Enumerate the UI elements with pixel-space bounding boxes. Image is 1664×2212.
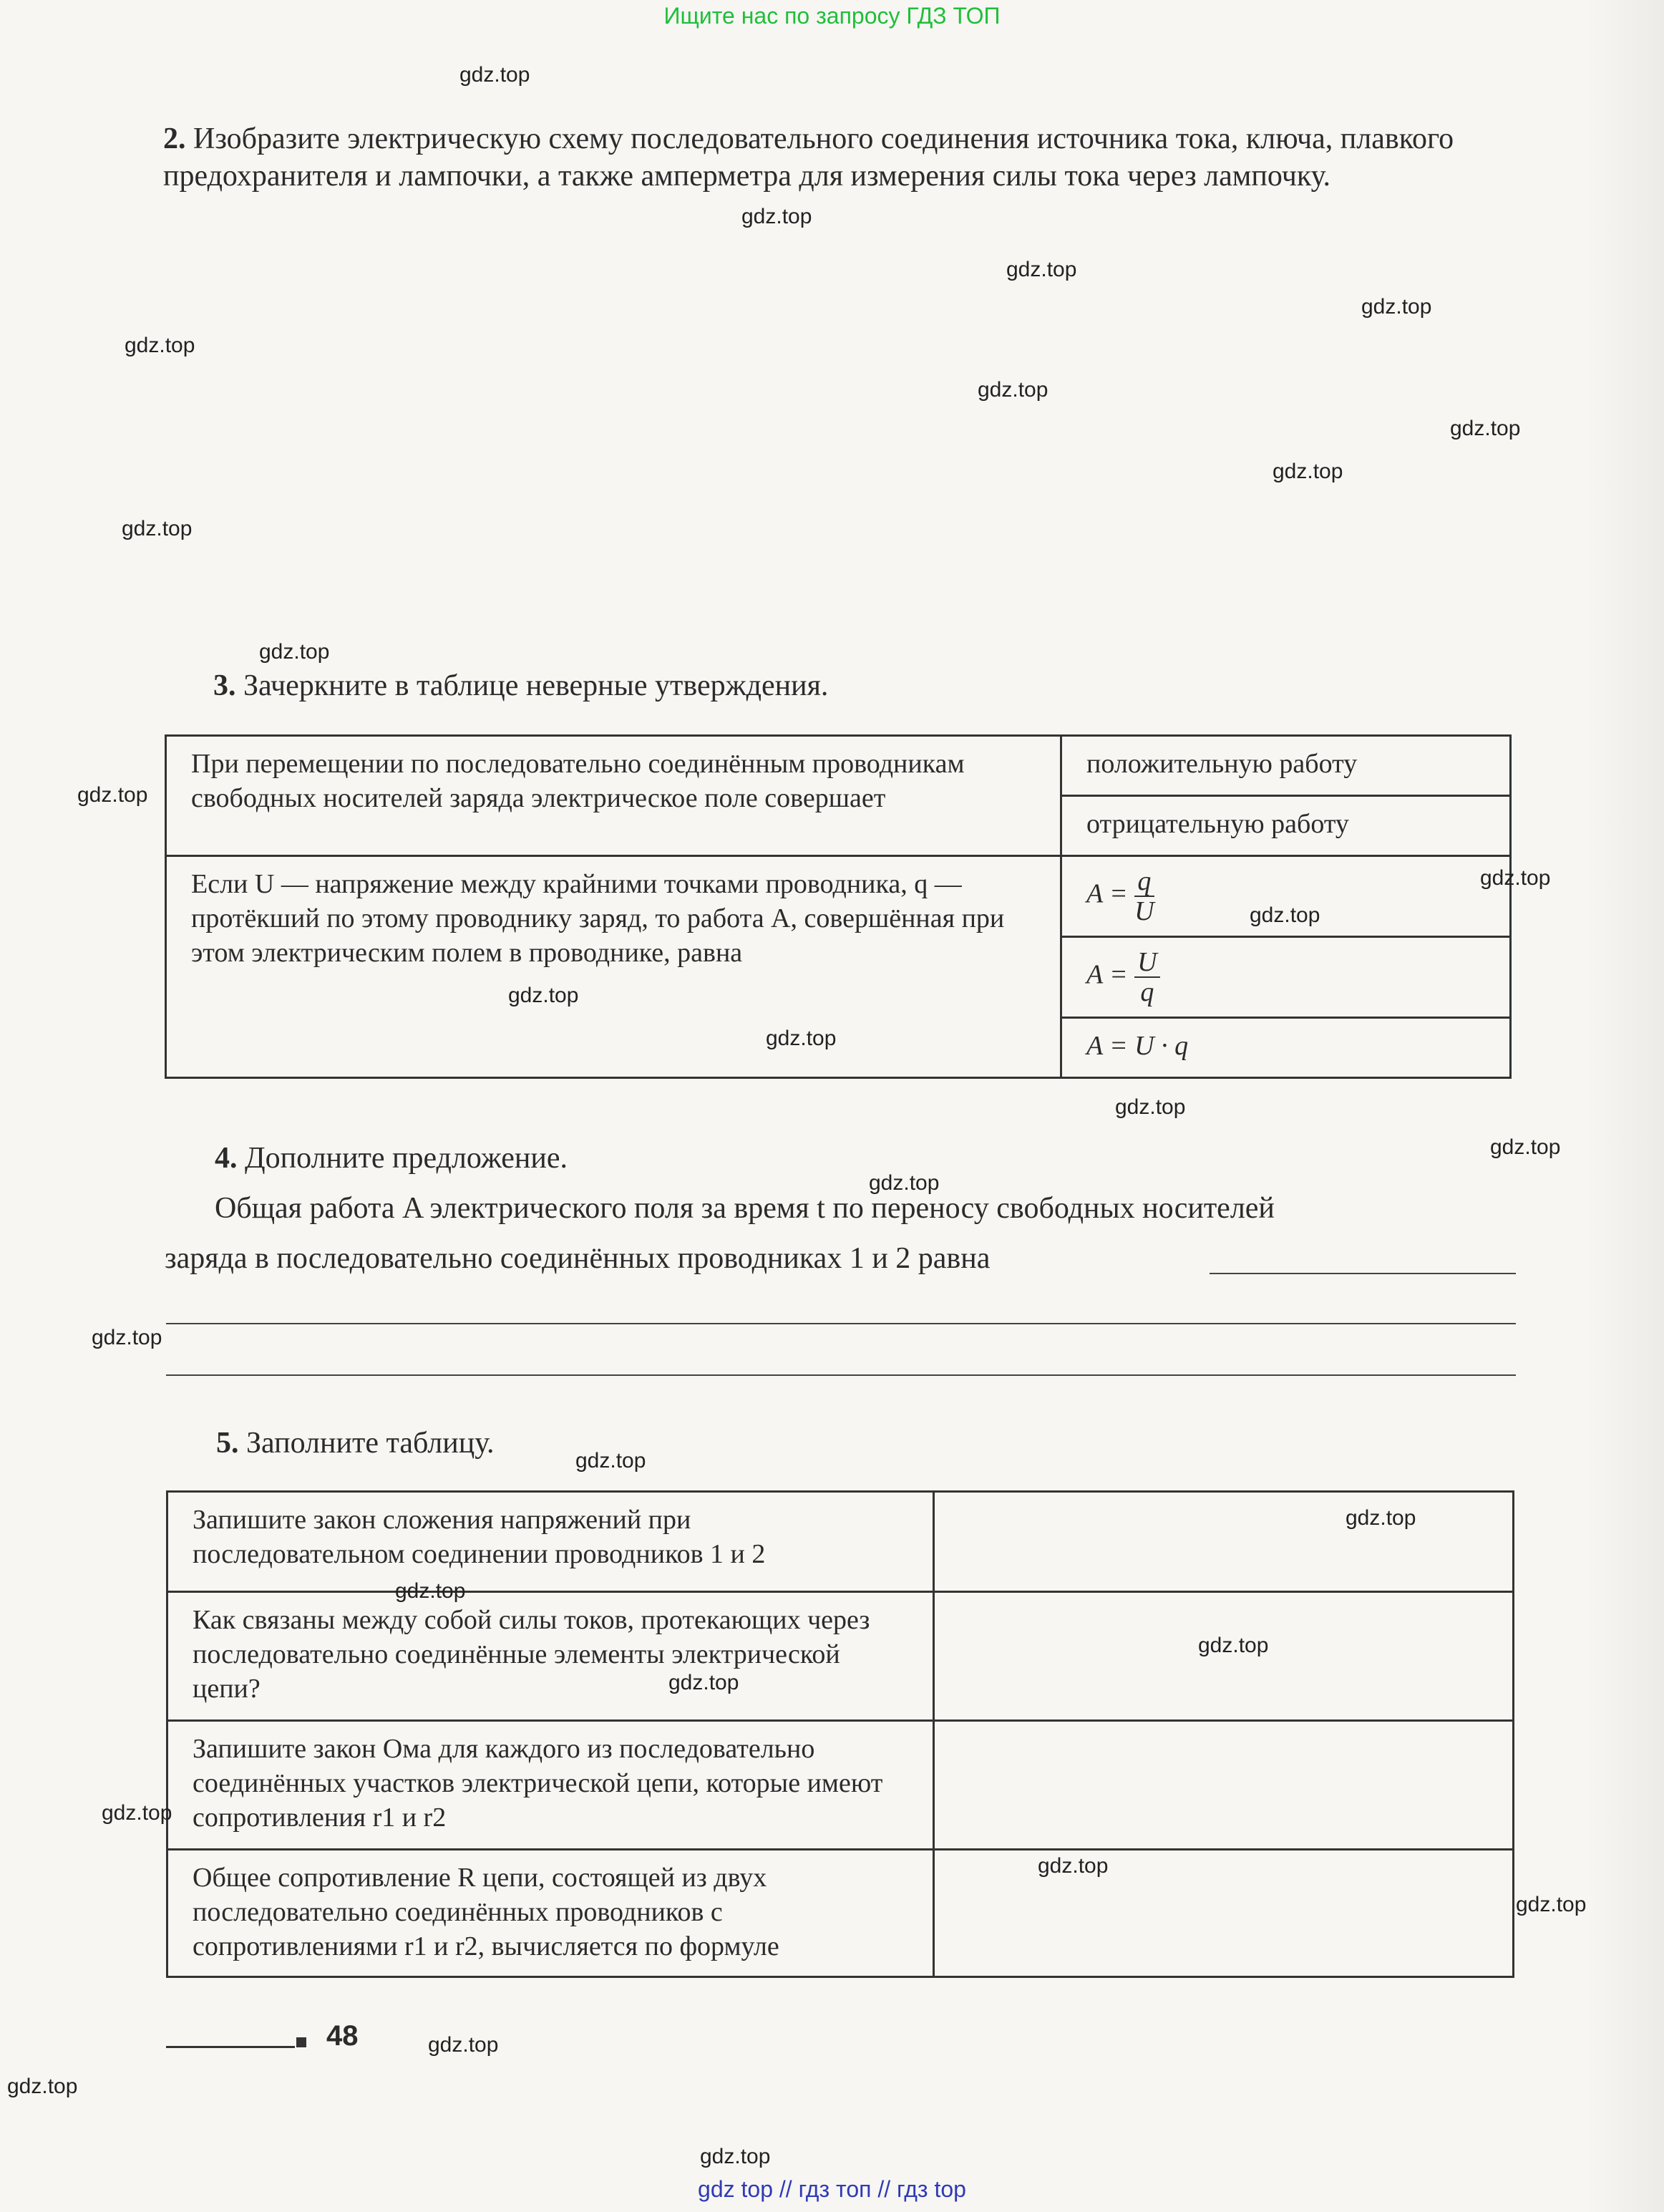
- answer-line-1[interactable]: [1210, 1273, 1516, 1274]
- watermark: gdz.top: [1361, 295, 1432, 319]
- question-3-text: Зачеркните в таблице неверные утверждения.: [243, 669, 829, 702]
- question-5-title-text: Заполните таблицу.: [246, 1427, 495, 1460]
- question-5-title: [216, 1425, 495, 1462]
- watermark: gdz.top: [7, 2075, 78, 2098]
- fraction: [1134, 867, 1154, 926]
- watermark: gdz.top: [869, 1171, 940, 1195]
- question-4-text-a: Общая работа A электрического поля за время t по переносу свободных носителей: [215, 1192, 1275, 1225]
- watermark: gdz.top: [77, 783, 148, 807]
- fill-row-question: Запишите закон сложения напряжений при последовательном соединении проводников 1 и 2: [167, 1492, 934, 1592]
- watermark: gdz.top: [668, 1671, 739, 1694]
- row1-option-positive[interactable]: положительную работу: [1061, 736, 1511, 796]
- watermark: gdz.top: [575, 1449, 646, 1473]
- watermark: gdz.top: [1038, 1854, 1109, 1878]
- watermark: gdz.top: [1480, 866, 1551, 890]
- watermark: gdz.top: [1250, 903, 1320, 927]
- watermark: gdz.top: [259, 640, 330, 664]
- fill-row-question: Запишите закон Ома для каждого из последовательно соединённых участков электрической цепи, которые имеют сопротивления r1 и r2: [167, 1721, 934, 1850]
- question-5-number: 5.: [216, 1427, 239, 1460]
- row1-question: При перемещении по последовательно соединённым проводникам свободных носителей заряда электрическое поле совершает: [166, 736, 1061, 856]
- watermark: gdz.top: [1346, 1506, 1416, 1530]
- watermark: gdz.top: [741, 205, 812, 228]
- numerator: q: [1134, 867, 1154, 897]
- question-4-title: [215, 1140, 568, 1177]
- question-4-title-text: Дополните предложение.: [245, 1142, 568, 1175]
- watermark: gdz.top: [125, 334, 195, 357]
- denominator: q: [1140, 977, 1154, 1007]
- numerator: U: [1134, 948, 1159, 978]
- denominator: U: [1134, 896, 1154, 926]
- watermark: gdz.top: [1198, 1634, 1269, 1657]
- watermark: gdz.top: [1115, 1095, 1186, 1119]
- watermark: gdz.top: [1516, 1893, 1587, 1916]
- watermark: gdz.top: [508, 984, 579, 1007]
- watermark: gdz.top: [1490, 1135, 1561, 1159]
- question-2-text: Изобразите электрическую схему последовательного соединения источника тока, ключа, плавкого предохранителя и лампочки, а также амперметра для измерения силы тока через лампочку.: [163, 122, 1454, 193]
- answer-line-3[interactable]: [166, 1374, 1516, 1376]
- formula-lhs: A =: [1086, 959, 1128, 990]
- page-number-square: [296, 2037, 306, 2047]
- row2-option-u-over-q[interactable]: [1061, 937, 1511, 1018]
- watermark: gdz.top: [766, 1027, 837, 1050]
- formula-lhs: A =: [1086, 878, 1128, 909]
- watermark: gdz.top: [92, 1326, 162, 1349]
- fill-row-question: Общее сопротивление R цепи, состоящей из двух последовательно соединённых проводников с сопротивлениями r1 и r2, вычисляется по формуле: [167, 1850, 934, 1977]
- fill-row-question: Как связаны между собой силы токов, протекающих через последовательно соединённые элементы электрической цепи?: [167, 1592, 934, 1721]
- watermark: gdz.top: [459, 63, 530, 87]
- page-number: 48: [326, 2020, 359, 2052]
- watermark: gdz.top: [395, 1579, 466, 1603]
- watermark: gdz.top: [102, 1801, 172, 1825]
- question-3: [213, 667, 828, 704]
- row2-option-u-times-q[interactable]: A = U · q: [1061, 1018, 1511, 1078]
- bottom-banner[interactable]: gdz top // гдз топ // гдз top: [698, 2176, 966, 2202]
- fill-row-answer[interactable]: [934, 1850, 1514, 1977]
- row1-option-negative[interactable]: отрицательную работу: [1061, 796, 1511, 856]
- question-2-number: 2.: [163, 122, 186, 155]
- question-3-number: 3.: [213, 669, 236, 702]
- watermark: gdz.top: [428, 2033, 499, 2057]
- row2-question: Если U — напряжение между крайними точками проводника, q — протёкший по этому проводнику заряд, то работа A, совершённая при этом электрическим полем в проводнике, равна: [166, 856, 1061, 1078]
- question-4-number: 4.: [215, 1142, 238, 1175]
- watermark: gdz.top: [700, 2145, 771, 2168]
- watermark: gdz.top: [1273, 460, 1343, 483]
- question-2: [163, 120, 1523, 195]
- watermark: gdz.top: [1450, 417, 1521, 440]
- answer-line-2[interactable]: [166, 1323, 1516, 1324]
- watermark: gdz.top: [978, 378, 1048, 402]
- fill-row-answer[interactable]: [934, 1721, 1514, 1850]
- fill-row-answer[interactable]: [934, 1492, 1514, 1592]
- question-4-text-b: заряда в последовательно соединённых проводниках 1 и 2 равна: [165, 1242, 991, 1275]
- fill-table: [166, 1490, 1514, 1978]
- watermark: gdz.top: [1006, 258, 1077, 281]
- page-edge-shadow: [1585, 0, 1664, 2212]
- fraction: [1134, 948, 1159, 1006]
- watermark: gdz.top: [122, 517, 193, 540]
- top-banner[interactable]: Ищите нас по запросу ГДЗ ТОП: [663, 3, 1001, 29]
- page-number-rule: [166, 2046, 295, 2048]
